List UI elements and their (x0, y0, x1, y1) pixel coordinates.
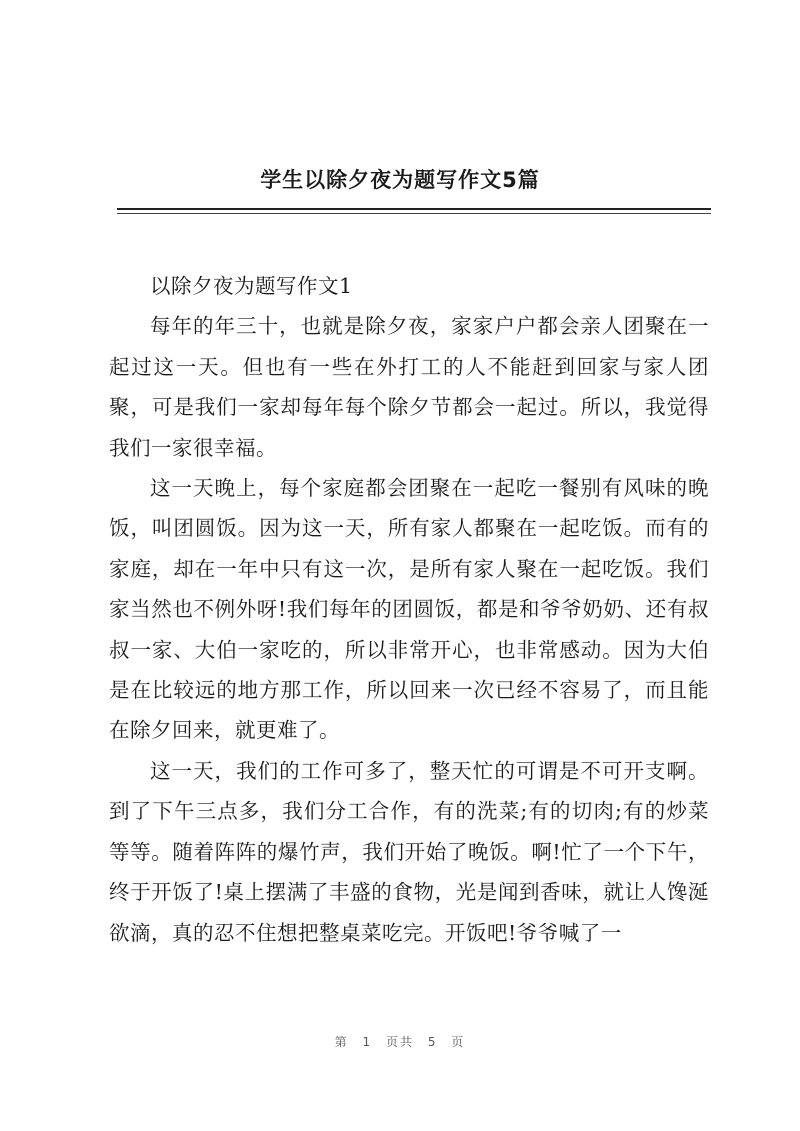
footer-total-pages: 5 (427, 1035, 438, 1049)
section-heading: 以除夕夜为题写作文1 (150, 274, 353, 298)
body-paragraph: 每年的年三十，也就是除夕夜，家家户户都会亲人团聚在一起过这一天。但也有一些在外打工的人不能赶到回家与家人团聚，可是我们一家却每年每个除夕节都会一起过。所以，我觉得我们一家很幸福。 (109, 314, 709, 460)
body-paragraph: 这一天，我们的工作可多了，整天忙的可谓是不可开支啊。到了下午三点多，我们分工合作，有的洗菜;有的切肉;有的炒菜等等。随着阵阵的爆竹声，我们开始了晚饭。啊!忙了一个下午，终于开饭了!桌上摆满了丰盛的食物，光是闻到香味，就让人馋涎欲滴，真的忍不住想把整桌菜吃完。开饭吧!爷爷喊了一 (109, 758, 709, 945)
document-body (109, 266, 709, 953)
page-footer (0, 1033, 800, 1050)
title-divider-thick (117, 208, 711, 210)
footer-prefix: 第 (334, 1035, 349, 1049)
title-divider-thin (117, 213, 711, 214)
footer-suffix: 页 (451, 1035, 466, 1049)
document-title: 学生以除夕夜为题写作文5篇 (260, 168, 540, 192)
body-paragraph: 这一天晚上，每个家庭都会团聚在一起吃一餐别有风味的晚饭，叫团圆饭。因为这一天，所有家人都聚在一起吃饭。而有的家庭，却在一年中只有这一次，是所有家人聚在一起吃饭。我们家当然也不例外呀!我们每年的团圆饭，都是和爷爷奶奶、还有叔叔一家、大伯一家吃的，所以非常开心，也非常感动。因为大伯是在比较远的地方那工作，所以回来一次已经不容易了，而且能在除夕回来，就更难了。 (109, 476, 709, 743)
footer-page-number: 1 (362, 1035, 373, 1049)
footer-middle: 页共 (385, 1035, 414, 1049)
